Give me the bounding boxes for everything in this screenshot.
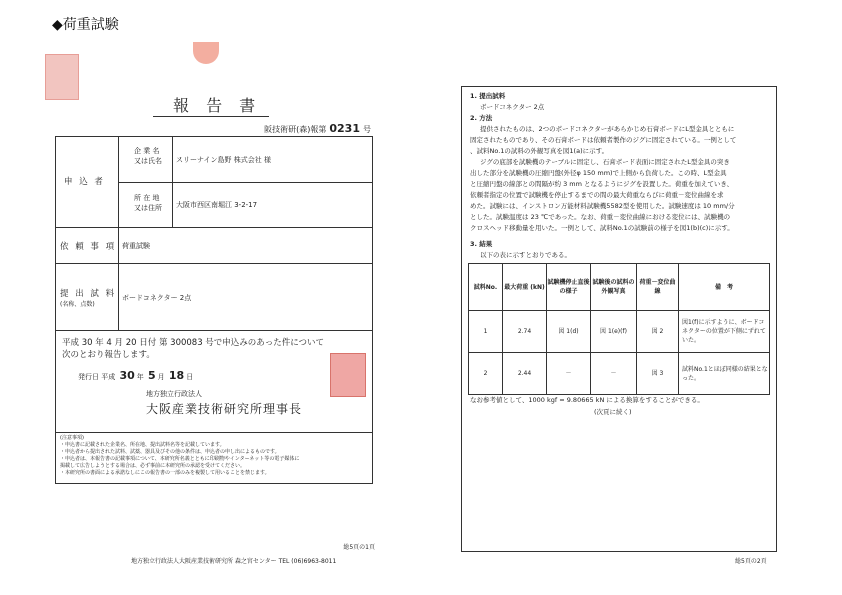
note-line: (注意事項): [60, 435, 84, 441]
institution-name: 大阪産業技術研究所理事長: [146, 402, 303, 416]
section-sample-title: 1. 提出試料: [470, 92, 506, 100]
date-day: 18: [168, 369, 185, 382]
date-prefix: 発行日 平成: [78, 373, 116, 381]
table-header: 最大荷重 (kN): [503, 264, 547, 311]
report-statement: [55, 331, 373, 433]
divider: [118, 182, 372, 183]
report-title: 報 告 書: [173, 96, 262, 115]
divider: [118, 137, 119, 330]
table-row: [469, 353, 770, 395]
statement-line-1: 平成 30 年 4 月 20 日付 第 300083 号で申込みのあった件について: [62, 338, 325, 348]
note-line: ・申込者は、本報告書の記載事項について、本研究所名義とともに印刷物やインターネット等の電子媒体に: [60, 456, 300, 462]
method-line: 提供されたものは、2つのボードコネクターがあらかじめ石膏ボードにL型金具とともに: [480, 125, 735, 133]
date-day-unit: 日: [186, 373, 194, 381]
company-label-line1: 企 業 名: [134, 147, 160, 155]
section-results: [470, 239, 770, 261]
note-line: 掲載して広告しようとする場合は、必ず事前に本研究所の承認を受けてください。: [60, 463, 246, 469]
request-label: 依 頼 事 項: [60, 242, 117, 252]
table-header: 試験後の試料の外観写真: [591, 264, 637, 311]
request-value: 荷重試験: [122, 242, 150, 250]
table-cell: 図 3: [637, 353, 679, 395]
address-value: 大阪市西区南堀江 3-2-17: [176, 201, 258, 209]
company-label-line2: 又は氏名: [134, 157, 162, 165]
table-cell: 図1(f)に示すように、ボードコネクターの位置が下側にずれていた。: [679, 311, 770, 353]
sample-label-sub: (名称、点数): [60, 301, 95, 308]
address-label-line1: 所 在 地: [134, 194, 160, 202]
section-sample-body: ボードコネクター 2点: [480, 103, 545, 111]
note-line: ・本研究所の書面による承諾なしにこの報告書の一部のみを複製して用いることを禁じます。: [60, 470, 270, 476]
method-line: 依頼者指定の位置で試験機を停止するまでの間の最大荷重ならびに荷重－変位曲線を求: [470, 191, 724, 199]
document-number: [264, 122, 371, 135]
table-cell: 試料No.1とほぼ同様の結果となった。: [679, 353, 770, 395]
company-value: スリーナイン島野 株式会社 様: [176, 156, 271, 164]
address-label-line2: 又は住所: [134, 204, 162, 212]
conversion-footnote: なお参考値として、1000 kgf = 9.80665 kN による換算をすることができる。: [470, 396, 704, 404]
continued-label: (次頁に続く): [594, 408, 632, 416]
method-line: 出した部分を試験機の圧縮円盤(外径φ 150 mm)で上側から負荷した。この時、L型金具: [470, 169, 727, 177]
table-cell: 図 1(e)(f): [591, 311, 637, 353]
table-cell: 2.44: [503, 353, 547, 395]
note-line: ・申込者から提出された試料、試薬、器具及びその他の条件は、申込者の申し出によるものです。: [60, 449, 280, 455]
sample-label: [60, 287, 116, 308]
doc-number-suffix: 号: [363, 125, 371, 134]
sample-value: ボードコネクター 2点: [122, 294, 192, 302]
report-results-page: [461, 86, 777, 552]
divider: [56, 263, 372, 264]
company-label: [134, 146, 162, 166]
section-method-title: 2. 方法: [470, 114, 493, 122]
applicant-label: 申 込 者: [64, 177, 105, 187]
page-count: 総5頁の1頁: [343, 544, 375, 551]
applicant-table: [55, 136, 373, 331]
address-label: [134, 193, 162, 213]
doc-number-value: 0231: [329, 122, 360, 135]
table-cell: 図 1(d): [547, 311, 591, 353]
section-results-title: 3. 結果: [470, 240, 493, 248]
section-heading: ◆荷重試験: [52, 17, 119, 33]
institution-type: 地方独立行政法人: [146, 390, 202, 398]
date-month: 5: [148, 369, 156, 382]
method-line: クロスヘッド移動量を用いた。一例として、試料No.1の試験前の様子を図1(b)(c)に示す。: [470, 224, 734, 232]
method-line: ジグの底部を試験機のテーブルに固定し、石膏ボード表面に固定されたL型金具の突き: [480, 158, 730, 166]
table-cell: 図 2: [637, 311, 679, 353]
method-line: と圧縮円盤の線部との間隔が約 3 mm となるようにジグを設置した。荷重を加えていき、: [470, 180, 734, 188]
table-cell: 2.74: [503, 311, 547, 353]
stamp-seal-top: [45, 54, 79, 100]
method-line: めた。試験には、インストロン万能材料試験機5582型を使用した。試験速度は 10 mm/分: [470, 202, 735, 210]
institution-footer: 地方独立行政法人大阪産業技術研究所 森之宮センター TEL (06)6963-8011: [131, 558, 337, 565]
method-line: 固定されたものであり、その石膏ボードは依頼者製作のジグに固定されている。一例として: [470, 136, 737, 144]
date-year: 30: [119, 369, 135, 382]
date-year-unit: 年: [136, 373, 144, 381]
method-line: とした。試験温度は 23 ℃であった。なお、荷重－変位曲線における変位には、試験機の: [470, 213, 731, 221]
table-cell: －: [591, 353, 637, 395]
method-line: 、試料No.1の試料の外観写真を図1(a)に示す。: [470, 147, 609, 155]
date-month-unit: 月: [157, 373, 165, 381]
table-cell: 2: [469, 353, 503, 395]
table-header: 試験機停止直後の様子: [547, 264, 591, 311]
issue-date: [78, 369, 193, 382]
section-method: [470, 113, 770, 234]
table-header: 試料No.: [469, 264, 503, 311]
table-header: 備 考: [679, 264, 770, 311]
official-seal: [330, 353, 366, 397]
results-table: [468, 263, 770, 395]
section-sample: [470, 91, 770, 113]
table-cell: －: [547, 353, 591, 395]
page-count: 総5頁の2頁: [735, 558, 767, 565]
table-cell: 1: [469, 311, 503, 353]
notes-box: [55, 433, 373, 484]
statement-line-2: 次のとおり報告します。: [62, 350, 155, 360]
note-line: ・申込書に記載された企業名、所在地、提出試料名等を記載しています。: [60, 442, 225, 448]
doc-number-prefix: 阪技術研(森)報第: [264, 125, 327, 134]
table-header: 荷重－変位曲線: [637, 264, 679, 311]
sample-label-main: 提 出 試 料: [60, 289, 117, 299]
divider: [56, 227, 372, 228]
section-results-body: 以下の表に示すとおりである。: [480, 251, 571, 259]
red-stamp-mark: [193, 42, 219, 64]
table-header-row: [469, 264, 770, 311]
title-underline: [153, 116, 269, 117]
report-cover-page: [45, 42, 385, 587]
table-row: [469, 311, 770, 353]
